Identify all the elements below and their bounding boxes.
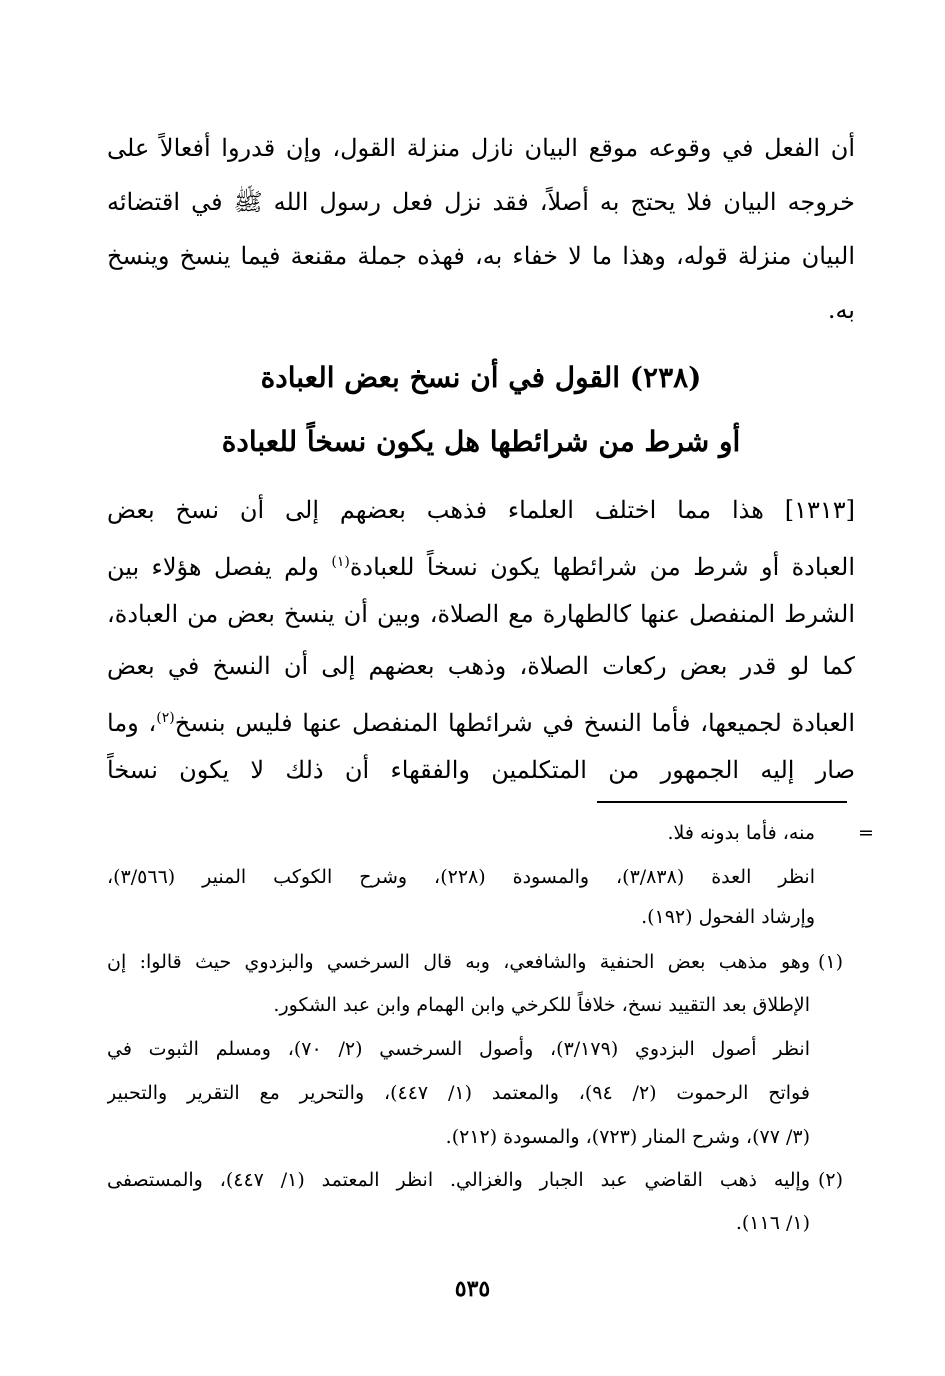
footnote-line: فواتح الرحموت (٢/ ٩٤)، والمعتمد (١/ ٤٤٧)، والتحرير مع التقرير والتحبير (107, 1082, 810, 1104)
footnote-line: انظر العدة (٣/٨٣٨)، والمسودة (٢٢٨)، وشرح الكوكب المنير (٣/٥٦٦)، (107, 866, 815, 888)
text-line (107, 698, 855, 743)
footnote-marker: (٢) (818, 1169, 844, 1191)
text-line (107, 542, 855, 587)
text-line: [١٣١٣] هذا مما اختلف العلماء فذهب بعضهم إلى أن نسخ بعض (107, 496, 855, 524)
text-span: العبادة أو شرط من شرائطها يكون نسخاً للعبادة (349, 553, 855, 581)
text-line: به. (827, 296, 855, 324)
footnote-reference: (١) (331, 554, 350, 570)
footnote-line: (١/ ١١٦). (735, 1212, 810, 1234)
text-line: الشرط المنفصل عنها كالطهارة مع الصلاة، وبين أن ينسخ بعض من العبادة، (107, 600, 855, 628)
footnote-marker: (١) (818, 951, 844, 973)
paragraph-1313 (107, 490, 855, 784)
text-span: ، وما (107, 709, 157, 737)
heading-line: أو شرط من شرائطها هل يكون نسخاً للعبادة (221, 425, 741, 458)
text-line: صار إليه الجمهور من المتكلمين والفقهاء أن ذلك لا يكون نسخاً (107, 756, 855, 784)
footnote-line: وهو مذهب بعض الحنفية والشافعي، وبه قال السرخسي والبزدوي حيث قالوا: إن (107, 951, 810, 973)
footnote-separator (597, 801, 847, 803)
page-number: ٥٣٥ (454, 1276, 491, 1302)
text-span: العبادة لجميعها، فأما النسخ في شرائطها المنفصل عنها فليس بنسخ (174, 709, 855, 737)
text-line: خروجه البيان فلا يحتج به أصلاً، فقد نزل فعل رسول الله ﷺ في اقتضائه (107, 188, 855, 216)
section-heading (107, 356, 855, 466)
paragraph-opening (107, 128, 855, 324)
footnote-line: الإطلاق بعد التقييد نسخ، خلافاً للكرخي وابن الهمام وابن عبد الشكور. (273, 994, 810, 1016)
heading-line: (٢٣٨) القول في أن نسخ بعض العبادة (260, 361, 702, 394)
text-line: كما لو قدر بعض ركعات الصلاة، وذهب بعضهم إلى أن النسخ في بعض (107, 652, 855, 680)
text-span: ولم يفصل هؤلاء بين (107, 553, 332, 581)
footnote-line: منه، فأما بدونه فلا. (667, 822, 815, 844)
footnote-reference: (٢) (156, 710, 175, 726)
text-line: أن الفعل في وقوعه موقع البيان نازل منزلة القول، وإن قدروا أفعالاً على (107, 134, 855, 162)
text-line: البيان منزلة قوله، وهذا ما لا خفاء به، فهذه جملة مقنعة فيما ينسخ وينسخ (107, 242, 855, 270)
continuation-marker: = (858, 822, 874, 844)
footnote-line: انظر أصول البزدوي (٣/١٧٩)، وأصول السرخسي (٢/ ٧٠)، ومسلم الثبوت في (107, 1038, 810, 1060)
footnote-line: وإليه ذهب القاضي عبد الجبار والغزالي. انظر المعتمد (١/ ٤٤٧)، والمستصفى (107, 1169, 810, 1191)
footnote-line: وإرشاد الفحول (١٩٢). (641, 906, 815, 928)
footnote-line: (٣/ ٧٧)، وشرح المنار (٧٢٣)، والمسودة (٢١٢). (445, 1126, 810, 1148)
